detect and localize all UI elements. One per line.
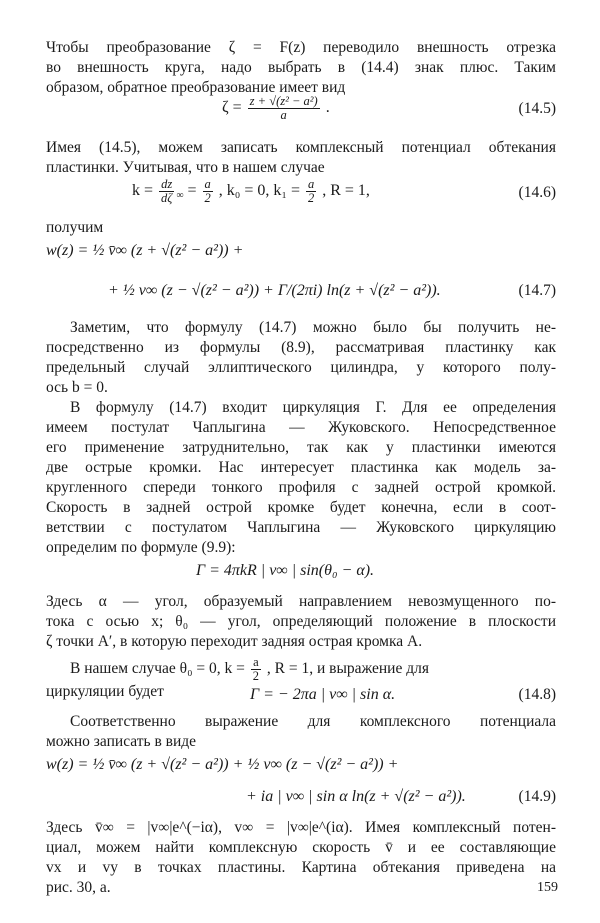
fraction-numerator: a [307,177,315,191]
fraction [248,95,320,122]
equation-number: (14.7) [518,282,556,299]
equation-gamma-9-9: Γ = 4πkR | v∞ | sin(θ₀ − α). [196,562,375,579]
fraction-numerator: a [251,656,261,670]
eq-part: k₁ = [273,182,300,200]
fraction [203,178,213,205]
text-line: пластинки. Учитывая, что в нашем случае [46,159,325,176]
text-line: тока с осью x; θ₀ — угол, определяющий положение в плоскости [46,613,556,630]
text-line: Скорость в задней острой кромке будет конечна, если в соот- [46,499,556,516]
text-line: определим по формуле (9.9): [46,539,236,556]
text-line: предельный случай эллиптического цилиндра, у которого полу- [46,359,556,376]
text-line: посредственно из формулы (8.9), рассматривая пластинку как [46,339,556,356]
eq-part: = [187,182,197,200]
text-fragment: В нашем случае θ₀ = 0, k = [70,660,245,678]
text-line: во внешность круга, надо выбрать в (14.4) знак плюс. Таким [46,59,556,76]
eq-tail: . [325,99,330,117]
equation-14-9-line-2: + ia | v∞ | sin α ln(z + √(z² − a²)). [246,788,466,805]
text-line: Соответственно выражение для комплексного потенциала [70,713,556,730]
text-line: Здесь v̄∞ = |v∞|e^(−iα), v∞ = |v∞|e^(iα). Имея комплексный потен- [46,819,556,836]
equation-14-9-line-1: w(z) = ½ v̄∞ (z + √(z² − a²)) + ½ v∞ (z − √(z² − a²)) + [46,756,399,773]
text-line: vx и vy в точках пластины. Картина обтекания приведена на [46,859,556,876]
fraction [306,178,316,205]
text-line: кругленного спереди тонкого профиля с задней острой кромкой. [46,479,556,496]
text-line: две острые кромки. Нас интересует пластинка как модель за- [46,459,556,476]
page-number: 159 [537,880,558,895]
eq-lhs: ζ = [222,99,242,117]
fraction-denominator: 2 [252,669,259,683]
fraction [159,178,174,205]
text-line: ζ точки A′, в которую переходит задняя острая кромка A. [46,633,423,650]
text-line: Заметим, что формулу (14.7) можно было бы получить не- [70,319,556,336]
equation-number: (14.8) [518,686,556,703]
text-line: ветствии с постулатом Чаплыгина — Жуковского циркуляцию [46,519,556,536]
fraction-numerator: dz [159,178,174,192]
fraction-denominator: 2 [307,191,315,205]
equation-14-7-line-2: + ½ v∞ (z − √(z² − a²)) + Γ/(2πi) ln(z + √(z² − a²)). [108,282,441,299]
text-line: циркуляции будет [46,683,164,700]
fraction-numerator: a [204,177,211,191]
equation-number: (14.5) [518,100,556,117]
text-line: Имея (14.5), можем записать комплексный потенциал обтекания [46,139,556,156]
equation-14-8: Γ = − 2πa | v∞ | sin α. [250,686,396,703]
text-line: циал, можем найти комплексную скорость v̄ и ее составляющие [46,839,556,856]
text-line: его применение затруднительно, так как у пластинки имеются [46,439,556,456]
equation-14-5 [222,95,330,122]
text-line: В формулу (14.7) входит циркуляция Γ. Для ее определения [70,399,556,416]
eq-part: , R = 1, [322,182,370,200]
equation-14-6 [132,178,370,207]
text-line [70,656,556,683]
text-line: образом, обратное преобразование имеет вид [46,79,346,96]
text-line: можно записать в виде [46,733,197,750]
fraction [251,656,261,683]
fraction-denominator: a [280,108,287,122]
text-line: имеем постулат Чаплыгина — Жуковского. Непосредственное [46,419,556,436]
text-line: Чтобы преобразование ζ = F(z) переводило внешность отрезка [46,39,556,56]
text-line: ось b = 0. [46,379,108,396]
fraction-denominator: 2 [204,191,211,205]
equation-14-7-line-1: w(z) = ½ v̄∞ (z + √(z² − a²)) + [46,242,244,259]
text-line: Здесь α — угол, образуемый направлением невозмущенного по- [46,593,556,610]
text-fragment: , R = 1, и выражение для [266,660,429,678]
text-line: рис. 30, а. [46,879,111,896]
fraction-denominator: dζ [161,191,173,205]
eq-part: , k₀ = 0, [218,182,270,200]
eq-subscript: ∞ [176,190,184,202]
equation-number: (14.6) [518,184,556,201]
equation-number: (14.9) [518,788,556,805]
fraction-numerator: z + √(z² − a²) [249,94,318,108]
text-line: получим [46,219,104,236]
eq-part: k = [132,182,154,200]
